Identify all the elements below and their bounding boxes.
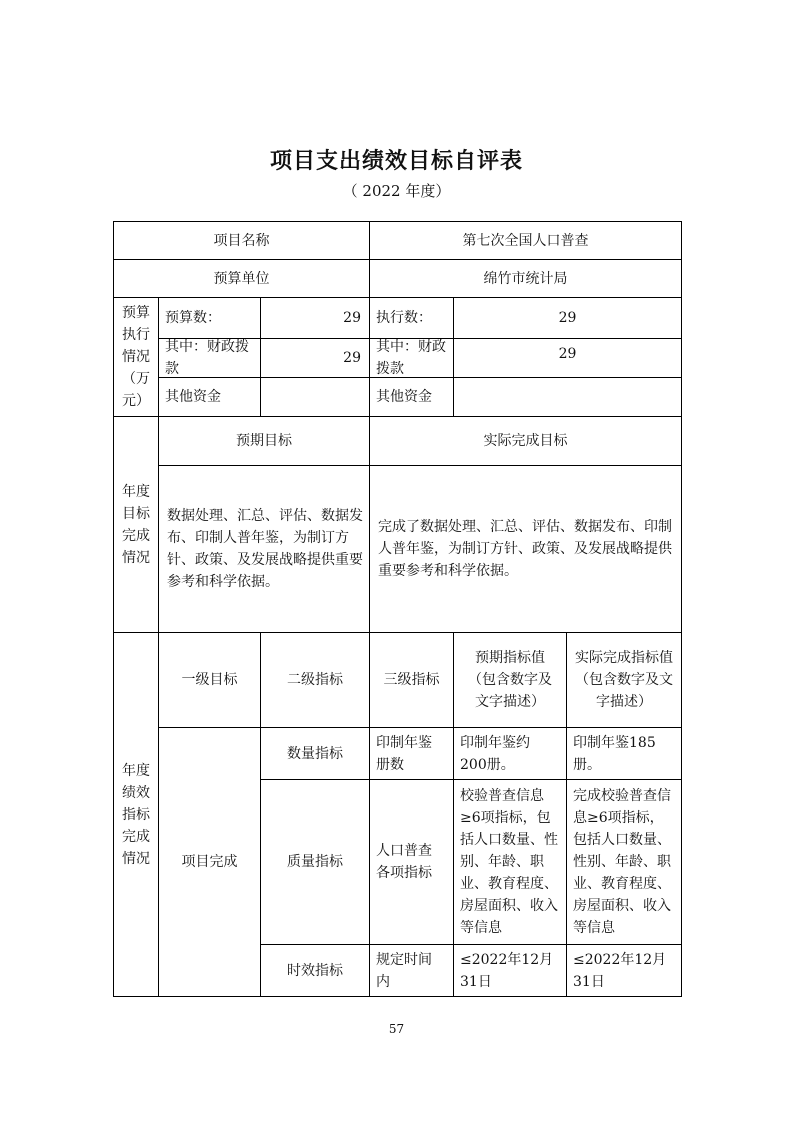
- table-row-level3: 印制年鉴册数: [376, 734, 432, 773]
- fiscal-label-right: 其中：财政拨款: [376, 339, 446, 377]
- fiscal-label-left: 其中：财政拨款: [165, 339, 249, 377]
- indicator-section-label: 年度绩效指标完成情况: [122, 762, 150, 867]
- table-row-expected: 印制年鉴约200册。: [460, 734, 530, 773]
- annual-goal-section-label: 年度目标完成情况: [122, 483, 150, 566]
- budget-unit-value: 绵竹市统计局: [483, 270, 568, 287]
- budget-amount-value: 29: [343, 310, 361, 326]
- fiscal-value-left: 29: [343, 350, 361, 366]
- expected-goal-text: 数据处理、汇总、评估、数据发布、印制人普年鉴，为制订方针、政策、及发展战略提供重要参考和科学依据。: [167, 508, 363, 590]
- table-row-level2: 时效指标: [287, 962, 343, 979]
- table-row-level3: 规定时间内: [376, 951, 432, 990]
- budget-section-label: 预算执行情况（万元）: [122, 305, 150, 409]
- table-row-actual: 印制年鉴185册。: [573, 734, 656, 773]
- actual-goal-text: 完成了数据处理、汇总、评估、数据发布、印制人普年鉴，为制订方针、政策、及发展战略提供重要参考和科学依据。: [378, 519, 672, 579]
- project-name-value: 第七次全国人口普查: [462, 232, 589, 249]
- document-subtitle: （ 2022 年度）: [342, 182, 451, 200]
- table-row-expected: 校验普查信息≥6项指标，包括人口数量、性别、年龄、职业、教育程度、房屋面积、收入等信息: [460, 788, 558, 936]
- header-actual: 实际完成指标值（包含数字及文字描述）: [575, 650, 673, 710]
- fiscal-value-right: 29: [558, 346, 577, 362]
- level1-value: 项目完成: [181, 854, 238, 870]
- header-level1: 一级目标: [181, 672, 238, 688]
- table-row-level2: 数量指标: [287, 745, 343, 762]
- header-level3: 三级指标: [383, 672, 440, 688]
- table-row-level3: 人口普查各项指标: [376, 843, 432, 881]
- table-row-actual: ≤2022年12月31日: [573, 951, 667, 990]
- table-row-actual: 完成校验普查信息≥6项指标，包括人口数量、性别、年龄、职业、教育程度、房屋面积、收入等信息: [573, 788, 671, 936]
- header-level2: 二级指标: [287, 672, 343, 688]
- header-expected: 预期指标值（包含数字及文字描述）: [468, 650, 552, 710]
- page-number: 57: [388, 1022, 405, 1036]
- execution-amount-label: 执行数：: [376, 310, 432, 326]
- execution-amount-value: 29: [558, 310, 577, 326]
- budget-amount-label: 预算数：: [165, 310, 221, 326]
- expected-goal-header: 预期目标: [236, 433, 292, 449]
- project-name-label: 项目名称: [213, 232, 270, 249]
- budget-unit-label: 预算单位: [213, 270, 270, 287]
- other-funds-label-right: 其他资金: [376, 389, 432, 405]
- other-funds-label-left: 其他资金: [165, 389, 221, 405]
- actual-goal-header: 实际完成目标: [483, 433, 568, 449]
- document-title: 项目支出绩效目标自评表: [269, 149, 523, 174]
- table-row-level2: 质量指标: [287, 854, 343, 870]
- table-row-expected: ≤2022年12月31日: [460, 951, 554, 990]
